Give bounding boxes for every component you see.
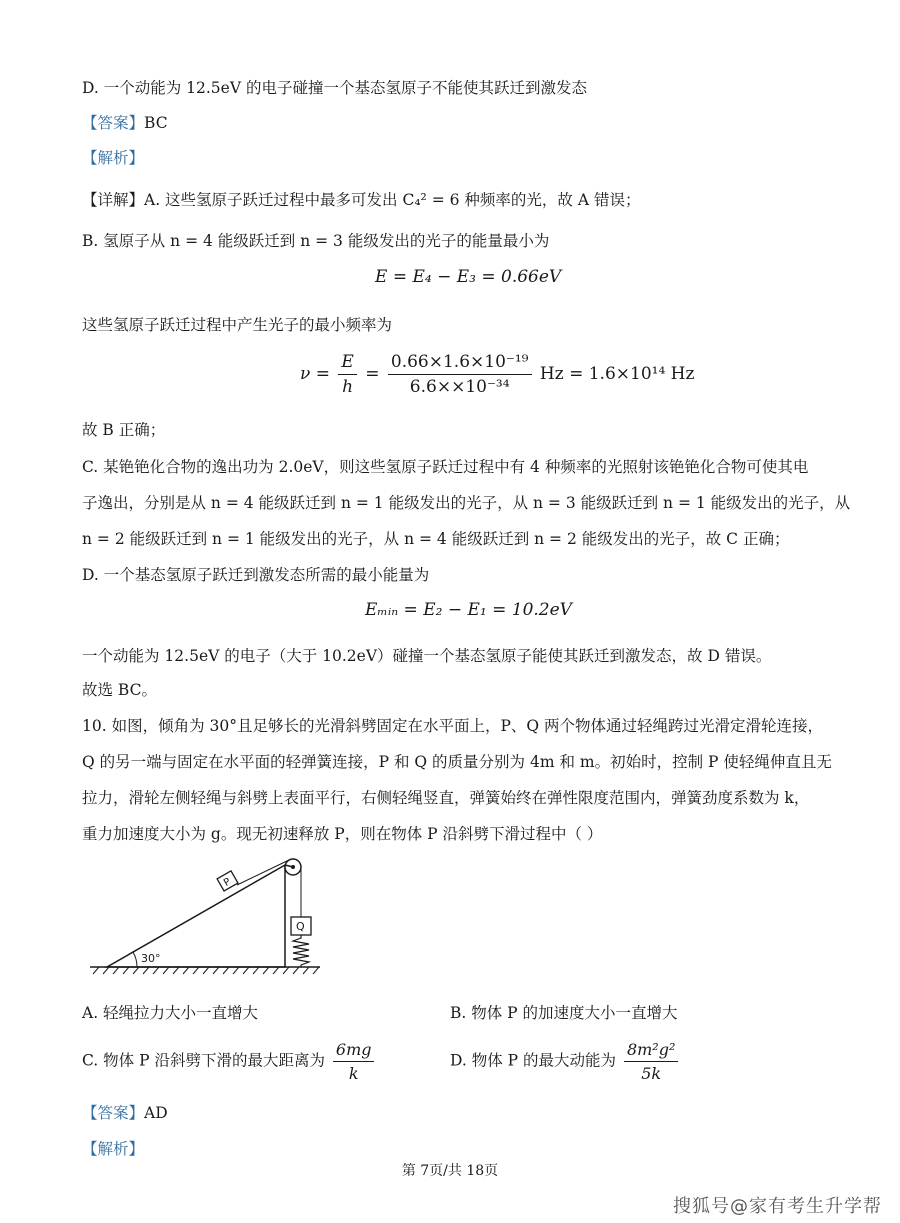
option-c-text: C. 物体 P 沿斜劈下滑的最大距离为 — [82, 1051, 325, 1070]
question-10-line-2: Q 的另一端与固定在水平面的轻弹簧连接，P 和 Q 的质量分别为 4m 和 m。初始时，控制 P 使轻绳伸直且无 — [82, 753, 832, 771]
detail-b-conclusion: 故 B 正确； — [82, 421, 166, 439]
freq-rhs: Hz = 1.6×10¹⁴ Hz — [539, 364, 695, 384]
option-d — [450, 1040, 681, 1083]
option-d-prev-question: D. 一个动能为 12.5eV 的电子碰撞一个基态氢原子不能使其跃迁到激发态 — [82, 79, 587, 97]
page-number: 第 7页/共 18页 — [401, 1163, 499, 1179]
frac-num: 6mg — [333, 1040, 375, 1062]
choose-answer: 故选 BC。 — [82, 681, 157, 699]
question-10-line-1: 10. 如图，倾角为 30°且足够长的光滑斜劈固定在水平面上，P、Q 两个物体通过轻绳跨过光滑定滑轮连接， — [82, 717, 824, 735]
answer-tag: 【答案】 — [82, 1104, 145, 1122]
option-d-fraction — [624, 1040, 678, 1083]
detail-b: B. 氢原子从 n = 4 能级跃迁到 n = 3 能级发出的光子的能量最小为 — [82, 232, 550, 250]
answer-value: BC — [144, 114, 168, 132]
ground-hatching — [93, 967, 319, 974]
detail-d: D. 一个基态氢原子跃迁到激发态所需的最小能量为 — [82, 566, 430, 584]
frac-num: 0.66×1.6×10⁻¹⁹ — [388, 352, 532, 375]
question-10-line-4: 重力加速度大小为 g。现无初速释放 P，则在物体 P 沿斜劈下滑过程中（ ） — [82, 825, 603, 843]
freq-lhs: ν = — [300, 364, 330, 384]
option-c — [82, 1040, 377, 1083]
frac-den: 6.6××10⁻³⁴ — [409, 377, 510, 397]
equation-energy-min: E = E₄ − E₃ = 0.66eV — [375, 267, 562, 287]
detail-d-conclusion: 一个动能为 12.5eV 的电子（大于 10.2eV）碰撞一个基态氢原子能使其跃迁到激发态，故 D 错误。 — [82, 647, 772, 665]
detail-c-1: C. 某铯铯化合物的逸出功为 2.0eV，则这些氢原子跃迁过程中有 4 种频率的光照射该铯铯化合物可使其电 — [82, 458, 809, 476]
equation-frequency — [300, 352, 694, 397]
analysis-tag-2: 【解析】 — [82, 1140, 145, 1158]
option-b: B. 物体 P 的加速度大小一直增大 — [450, 1004, 678, 1022]
option-a: A. 轻绳拉力大小一直增大 — [82, 1004, 259, 1022]
freq-equals: = — [365, 364, 380, 384]
fraction-e-over-h — [338, 352, 356, 397]
block-p-label: P — [222, 876, 233, 889]
watermark: 搜狐号@家有考生升学帮 — [673, 1196, 882, 1217]
frac-num: E — [338, 352, 356, 375]
spring-icon — [293, 935, 309, 967]
block-q-label: Q — [296, 920, 305, 933]
detail-freq-intro: 这些氢原子跃迁过程中产生光子的最小频率为 — [82, 316, 393, 334]
answer-tag: 【答案】 — [82, 114, 145, 132]
frac-den: 5k — [641, 1064, 662, 1083]
incline-wedge — [107, 865, 285, 967]
angle-label: 30° — [141, 952, 161, 965]
frac-den: h — [342, 377, 354, 397]
answer-line-1 — [82, 112, 168, 134]
answer-line-2 — [82, 1102, 168, 1124]
answer-value: AD — [144, 1104, 168, 1122]
detail-a: 【详解】A. 这些氢原子跃迁过程中最多可发出 C₄² = 6 种频率的光，故 A 错误； — [82, 191, 641, 209]
option-d-text: D. 物体 P 的最大动能为 — [450, 1051, 617, 1070]
analysis-tag-1: 【解析】 — [82, 149, 145, 167]
option-c-fraction — [333, 1040, 375, 1083]
fraction-values — [388, 352, 532, 397]
equation-min-energy: Eₘᵢₙ = E₂ − E₁ = 10.2eV — [365, 600, 572, 620]
rope-incline — [237, 860, 289, 885]
block-p — [217, 871, 238, 891]
frac-num: 8m²g² — [624, 1040, 678, 1062]
frac-den: k — [348, 1064, 359, 1083]
detail-c-3: n = 2 能级跃迁到 n = 1 能级发出的光子，从 n = 4 能级跃迁到 n = 2 能级发出的光子，故 C 正确； — [82, 530, 790, 548]
question-10-line-3: 拉力，滑轮左侧轻绳与斜劈上表面平行，右侧轻绳竖直，弹簧始终在弹性限度范围内，弹簧劲度系数为 k， — [82, 789, 810, 807]
incline-pulley-figure — [85, 855, 335, 980]
angle-arc — [133, 952, 137, 967]
detail-c-2: 子逸出，分别是从 n = 4 能级跃迁到 n = 1 能级发出的光子，从 n = 3 能级跃迁到 n = 1 能级发出的光子，从 — [82, 494, 851, 512]
